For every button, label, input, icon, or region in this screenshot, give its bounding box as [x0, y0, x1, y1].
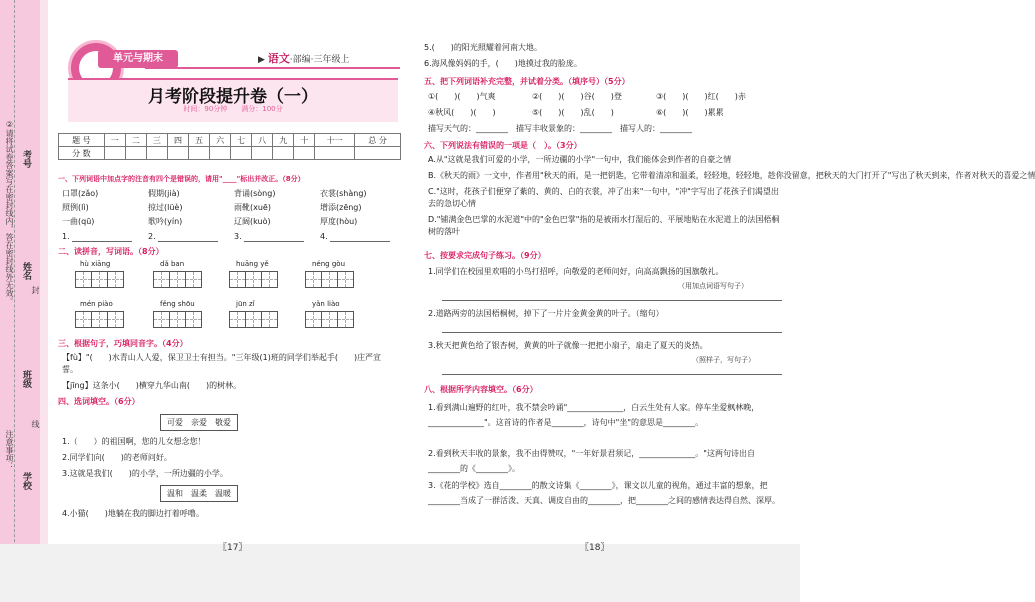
q7-note: （照样子，写句子）	[692, 356, 755, 364]
seal-char-2: 线	[31, 420, 40, 428]
left-page	[50, 0, 400, 602]
q2-pinyin: mén piào	[80, 300, 113, 308]
score-cell[interactable]	[355, 147, 401, 160]
q2-pinyin: néng gòu	[312, 260, 346, 268]
q1-item: 照例(lì)	[62, 203, 89, 212]
exam-no-label: 考号	[21, 150, 31, 168]
q2-writing-grid[interactable]	[306, 311, 354, 328]
q1-item: 歌吟(yín)	[148, 217, 183, 226]
q1-blank-label: 4.	[320, 232, 328, 241]
page-number-left: 〖17〗	[218, 543, 248, 553]
q5-item: ⑥( )( )累累	[656, 108, 724, 117]
q3-line: 【jīng】这条小( )横穿九华山南( )的树林。	[62, 381, 242, 390]
q3-heading: 三、根据句子，巧填同音字。（4分）	[58, 339, 188, 348]
q7-heading: 七、按要求完成句子练习。（9分）	[424, 251, 546, 260]
q1-answer-line[interactable]	[72, 241, 132, 242]
q2-pinyin: dǎ ban	[160, 260, 185, 268]
q1-item: 衣裳(shàng)	[320, 189, 367, 198]
q8-heading: 八、根据所学内容填空。（6分）	[424, 385, 538, 394]
q2-pinyin: fěng shōu	[160, 300, 195, 308]
score-header-cell: 总 分	[355, 134, 401, 147]
q4-heading: 四、选词填空。（6分）	[58, 397, 140, 406]
q1-item: 增添(zēng)	[320, 203, 362, 212]
q8-item-2: 2.看到秋天丰收的景象，我不由得赞叹，"一年好景君须记，______________。"这两句诗出自________的《________》。	[428, 449, 755, 473]
q5-heading: 五、把下列词语补充完整，并试着分类。（填序号）（5分）	[424, 77, 630, 86]
q1-answer-line[interactable]	[330, 241, 390, 242]
notice-title: 注意事项：	[5, 430, 14, 470]
score-cell[interactable]	[125, 147, 146, 160]
score-cell[interactable]	[231, 147, 252, 160]
q1-item: 厚度(hòu)	[320, 217, 358, 226]
q6-option-b: B.《秋天的雨》一文中，作者用"秋天的雨，是一把钥匙，它带着清凉和温柔，轻轻地，轻轻地，趁你没留意，把秋天的大门打开了"写出了秋天到来，作者对秋天的喜爱之情	[428, 171, 1035, 180]
school-label: 学校	[21, 472, 31, 490]
score-header-cell: 六	[210, 134, 231, 147]
right-page	[420, 0, 1035, 602]
score-cell[interactable]	[315, 147, 355, 160]
q7-sentence: 2.道路两旁的法国梧桐树，掉下了一片片金黄金黄的叶子。（缩句）	[428, 309, 664, 318]
q7-answer-line[interactable]	[442, 374, 782, 375]
q2-pinyin: huāng yě	[236, 260, 269, 268]
class-label: 班级	[21, 370, 31, 388]
score-cell[interactable]	[273, 147, 294, 160]
q1-answer-line[interactable]	[244, 241, 304, 242]
q8-item-1: 1.看到满山遍野的红叶，我不禁会吟诵"______________，白云生处有人家。停车坐爱枫林晚，______________"。这首诗的作者是________，诗句中"坐"的意思是________。	[428, 403, 760, 427]
q2-writing-grid[interactable]	[76, 271, 124, 288]
score-header-cell: 三	[146, 134, 167, 147]
q4-word-box: 温和 温柔 温暖	[160, 485, 238, 502]
score-header-cell: 十一	[315, 134, 355, 147]
q2-pinyin: hù xiāng	[80, 260, 111, 268]
exam-meta: 时间：90分钟 满分：100分	[183, 105, 283, 113]
q5-classify: 描写天气的：________ 描写丰收景象的：________ 描写人的：________	[428, 124, 692, 133]
q1-item: 一曲(qū)	[62, 217, 95, 226]
q4-sentence: 6.海风像妈妈的手，( )地摸过我的脸庞。	[424, 59, 582, 68]
q1-item: 口罩(zǎo)	[62, 189, 99, 198]
q1-item: 掠过(lüè)	[148, 203, 183, 212]
q1-item: 假期(jià)	[148, 189, 180, 198]
q1-blank-label: 3.	[234, 232, 242, 241]
score-header-cell: 八	[252, 134, 273, 147]
header-rule	[145, 67, 400, 69]
q1-heading: 一、下列词语中加点字的注音有四个是错误的，请用"____"标出并改正。（8分）	[58, 175, 305, 183]
score-cell[interactable]	[252, 147, 273, 160]
q2-writing-grid[interactable]	[306, 271, 354, 288]
notice-text: ②请将试卷答案写在密封线内，答在密封线外无效。	[5, 120, 14, 305]
q4-word-box: 可爱 亲爱 敬爱	[160, 414, 238, 431]
score-cell[interactable]	[146, 147, 167, 160]
q2-pinyin: jūn zǐ	[236, 300, 255, 308]
q5-item: ⑤( )( )乱( )	[532, 108, 614, 117]
q4-sentence: 3.这就是我们( )的小学，一所边疆的小学。	[62, 469, 228, 478]
q7-sentence: 3.秋天把黄色给了银杏树，黄黄的叶子就像一把把小扇子，扇走了夏天的炎热。	[428, 341, 708, 350]
score-cell[interactable]	[210, 147, 231, 160]
q5-item: ④秋风( )( )	[428, 108, 496, 117]
score-header-cell: 二	[125, 134, 146, 147]
score-cell[interactable]	[189, 147, 210, 160]
binding-stripe	[40, 0, 48, 602]
q1-blank-label: 2.	[148, 232, 156, 241]
q2-writing-grid[interactable]	[230, 311, 278, 328]
q6-option-a: A.从"这就是我们可爱的小学，一所边疆的小学"一句中，我们能体会到作者的自豪之情	[428, 155, 732, 164]
score-header-cell: 题 号	[59, 134, 105, 147]
score-header-cell: 十	[294, 134, 315, 147]
q4-sentence: 5.( )的阳光照耀着河南大地。	[424, 43, 542, 52]
series-badge: 单元与期末	[98, 50, 178, 68]
page-title: 月考阶段提升卷（一）	[148, 87, 318, 107]
score-cell[interactable]	[104, 147, 125, 160]
subject: 语文	[267, 52, 290, 65]
q4-sentence: 1.（ ）的祖国啊，您的儿女想念您！	[62, 437, 206, 446]
q1-item: 雨靴(xuē)	[234, 203, 271, 212]
q5-item: ③( )( )红( )赤	[656, 92, 746, 101]
q6-option-d: D."铺满金色巴掌的水泥道"中的"金色巴掌"指的是被雨水打湿后的、平展地贴在水泥道上的法国梧桐树的落叶	[428, 215, 780, 236]
seal-char-1: 封	[31, 286, 40, 294]
q4-sentence: 2.同学们向( )的老师问好。	[62, 453, 172, 462]
q7-answer-line[interactable]	[442, 332, 782, 333]
score-header-cell: 九	[273, 134, 294, 147]
q4-sentence: 4.小猫( )地躺在我的脚边打着呼噜。	[62, 509, 204, 518]
score-header-cell: 五	[189, 134, 210, 147]
q7-answer-line[interactable]	[442, 300, 782, 301]
q7-sentence: 1.同学们在校园里欢唱的小鸟打招呼，向敬爱的老师问好，向高高飘扬的国旗敬礼。	[428, 267, 724, 276]
q1-answer-line[interactable]	[158, 241, 218, 242]
q6-heading: 六、下列说法有错误的一项是（ ）。（3分）	[424, 141, 582, 150]
q1-blank-label: 1.	[62, 232, 70, 241]
edition: ·部编·三年级上	[289, 55, 350, 65]
score-header-cell: 七	[231, 134, 252, 147]
q1-item: 背诵(sòng)	[234, 189, 276, 198]
title-box	[68, 78, 398, 122]
q2-writing-grid[interactable]	[154, 271, 202, 288]
q8-item-3: 3.《花的学校》选自________的散文诗集《________》，课文以儿童的视角，通过丰富的想象，把________当成了一群活泼、天真、调皮自由的________，把________之间的感情表达得自然、深厚。	[428, 481, 780, 505]
q2-writing-grid[interactable]	[154, 311, 202, 328]
name-label: 姓名	[21, 262, 31, 280]
q3-line: 【fù】"( )水青山人人爱，保卫卫士有担当。"三年级(1)班的同学们举起手( )庄严宣誓。	[62, 353, 382, 374]
q5-item: ②( )( )谷( )登	[532, 92, 622, 101]
q2-pinyin: yǎn liào	[312, 300, 340, 308]
q2-writing-grid[interactable]	[76, 311, 124, 328]
q6-option-c: C."这时，花孩子们便穿了紫的、黄的、白的衣裳，冲了出来"一句中，"冲"字写出了花孩子们渴望出去的急切心情	[428, 187, 779, 208]
q7-note: （用加点词语写句子）	[678, 282, 748, 290]
subject-edition: ▶ 语文·部编·三年级上	[258, 52, 350, 65]
score-row-label: 分 数	[59, 147, 105, 160]
score-cell[interactable]	[294, 147, 315, 160]
score-header-cell: 四	[167, 134, 188, 147]
q2-writing-grid[interactable]	[230, 271, 278, 288]
score-table	[58, 133, 401, 160]
q1-item: 辽阔(kuò)	[234, 217, 271, 226]
page-number-right: 〖18〗	[580, 543, 610, 553]
score-cell[interactable]	[167, 147, 188, 160]
q5-item: ①( )( )气爽	[428, 92, 496, 101]
q2-heading: 二、读拼音，写词语。（8分）	[58, 247, 164, 256]
score-header-cell: 一	[104, 134, 125, 147]
